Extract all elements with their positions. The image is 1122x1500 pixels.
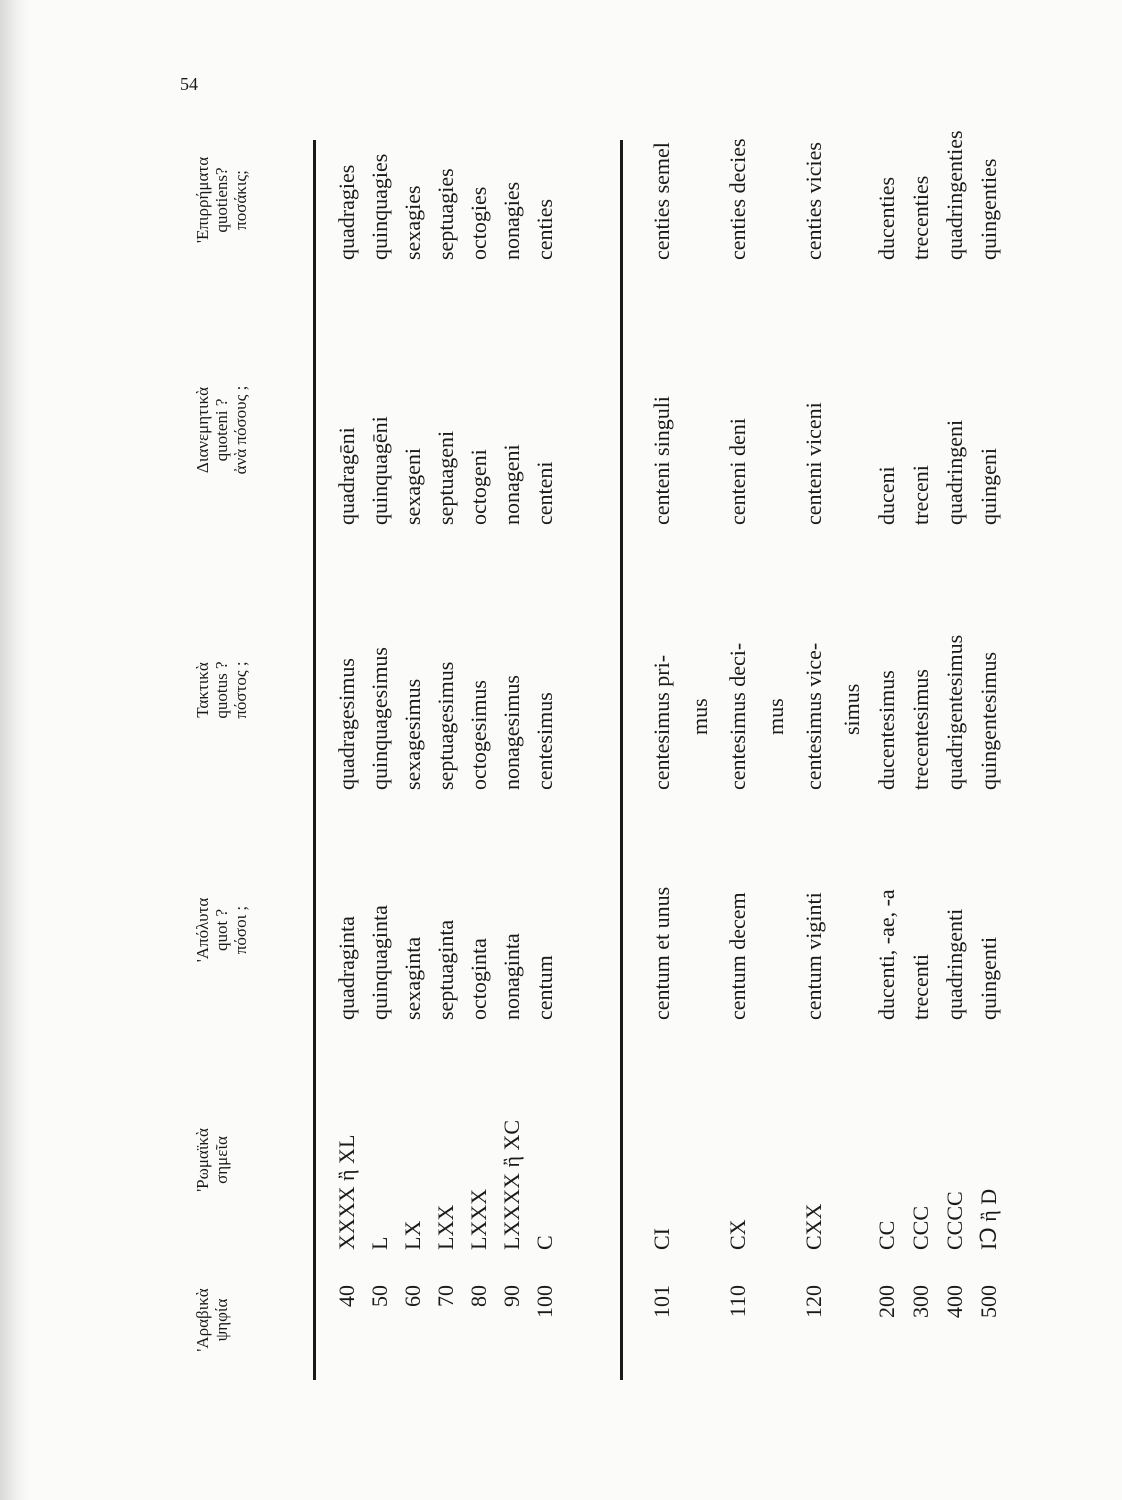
- table-cell: 120: [801, 1285, 826, 1318]
- table-cell: 300: [908, 1285, 933, 1318]
- column-header: [193, 580, 250, 800]
- table-cell: septuageni: [433, 430, 458, 525]
- table-cell: sexagesimus: [400, 678, 425, 790]
- table-cell: quadraginta: [334, 916, 359, 1020]
- table-cell: sexageni: [400, 448, 425, 525]
- table-cell: CCCC: [942, 1191, 967, 1250]
- table-rule-bottom: [620, 140, 623, 1380]
- table-cell: centies semel: [649, 142, 674, 260]
- table-cell: quinquaginta: [367, 905, 392, 1020]
- table-cell: trecentesimus: [908, 669, 933, 790]
- table-rule-top: [313, 140, 316, 1380]
- table-cell: nonaginta: [499, 933, 524, 1020]
- table-cell: octogesimus: [466, 680, 491, 790]
- table-cell: CC: [874, 1220, 899, 1250]
- numeral-table: [175, 130, 1001, 1380]
- column-header-line: πόστος ;: [231, 661, 250, 719]
- table-cell: octogies: [466, 186, 491, 260]
- table-cell: septuagesimus: [433, 661, 458, 790]
- column-header-line: Διανεμητικὰ: [193, 386, 212, 474]
- table-cell: treceni: [908, 465, 933, 525]
- column-header: [193, 830, 250, 1030]
- table-cell: L: [367, 1236, 392, 1250]
- table-cell: quingenti: [976, 936, 1001, 1020]
- table-cell: LXXXX ἢ XC: [499, 1119, 524, 1250]
- column-header-line: 'Ρωμαϊκὰ: [193, 1128, 212, 1192]
- table-cell: 100: [532, 1285, 557, 1318]
- table-cell: 50: [367, 1285, 392, 1307]
- column-header-line: Τακτικὰ: [193, 662, 212, 718]
- table-cell: quadragesimus: [334, 658, 359, 790]
- table-cell: octogeni: [466, 449, 491, 525]
- page-number: 54: [180, 74, 198, 94]
- table-cell: 40: [334, 1285, 359, 1307]
- table-cell: ducenti, -ae, -a: [874, 889, 899, 1020]
- table-cell: 400: [942, 1285, 967, 1318]
- table-cell: sexaginta: [400, 936, 425, 1020]
- table-cell: IↃ ἢ D: [976, 1188, 1001, 1250]
- table-cell: centum et unus: [649, 886, 674, 1020]
- column-header-line: 'Απόλυτα: [193, 897, 212, 963]
- table-cell: quadringenti: [942, 908, 967, 1020]
- column-header-line: 'Αραβικὰ: [193, 1288, 212, 1352]
- table-cell: 60: [400, 1285, 425, 1307]
- column-header-line: ψηφία: [212, 1298, 231, 1342]
- table-cell: quinquagēni: [367, 416, 392, 525]
- table-cell: quingentesimus: [976, 651, 1001, 790]
- table-cell: LXX: [433, 1204, 458, 1250]
- column-header-line: quotiens?: [212, 167, 231, 233]
- table-cell: 200: [874, 1285, 899, 1318]
- table-cell: quadringenties: [942, 130, 967, 260]
- table-cell: centesimus: [532, 692, 557, 790]
- table-cell: quinquagesimus: [367, 647, 392, 790]
- column-header-line: σημεῖα: [212, 1136, 231, 1184]
- table-cell: nonagies: [499, 181, 524, 260]
- table-cell-continuation: mus: [763, 698, 788, 735]
- column-header: [193, 130, 250, 270]
- table-cell: centeni viceni: [801, 402, 826, 525]
- table-cell: septuagies: [433, 168, 458, 260]
- table-cell: duceni: [874, 466, 899, 525]
- column-header-line: quoteni ?: [212, 398, 231, 462]
- table-cell: 90: [499, 1285, 524, 1307]
- column-header-line: ποσάκις;: [231, 170, 250, 230]
- table-cell: CXX: [801, 1203, 826, 1250]
- table-cell: centies decies: [725, 138, 750, 260]
- table-cell: quadragies: [334, 164, 359, 260]
- table-cell: centesimus deci-: [725, 642, 750, 790]
- table-cell: quadragēni: [334, 427, 359, 525]
- table-cell: quingenties: [976, 158, 1001, 260]
- table-cell: quadringeni: [942, 419, 967, 525]
- table-cell: centum: [532, 955, 557, 1020]
- table-cell: quingeni: [976, 448, 1001, 525]
- table-cell: C: [532, 1235, 557, 1250]
- column-header-line: πόσοι ;: [231, 905, 250, 955]
- table-cell: sexagies: [400, 185, 425, 260]
- table-cell: LX: [400, 1220, 425, 1250]
- column-header-line: ἀνὰ πόσους ;: [231, 385, 250, 475]
- table-cell: ducenties: [874, 176, 899, 260]
- table-cell: 70: [433, 1285, 458, 1307]
- table-cell: nonageni: [499, 444, 524, 525]
- table-cell: 101: [649, 1285, 674, 1318]
- table-cell: LXXX: [466, 1188, 491, 1250]
- table-cell: quadrigentesimus: [942, 634, 967, 790]
- table-cell: centies: [532, 198, 557, 260]
- table-cell: 110: [725, 1285, 750, 1318]
- table-cell: centeni: [532, 461, 557, 525]
- table-cell: trecenti: [908, 954, 933, 1020]
- table-cell: ducentesimus: [874, 670, 899, 790]
- column-header-line: 'Επιρρήματα: [193, 156, 212, 244]
- table-cell: centies vicies: [801, 142, 826, 260]
- table-cell: 500: [976, 1285, 1001, 1318]
- table-cell: centum decem: [725, 892, 750, 1020]
- column-header-line: quotus ?: [212, 661, 231, 719]
- table-cell-continuation: simus: [839, 683, 864, 735]
- table-cell: 80: [466, 1285, 491, 1307]
- table-cell: centeni singuli: [649, 396, 674, 525]
- table-cell: octoginta: [466, 938, 491, 1020]
- page-left-edge: [0, 0, 30, 1500]
- table-cell: nonagesimus: [499, 675, 524, 790]
- table-cell: centesimus pri-: [649, 654, 674, 790]
- table-cell-continuation: mus: [687, 698, 712, 735]
- table-cell: CI: [649, 1228, 674, 1250]
- table-cell: XXXX ἢ XL: [334, 1134, 359, 1250]
- table-cell: centeni deni: [725, 418, 750, 525]
- table-cell: centesimus vice-: [801, 642, 826, 790]
- table-cell: septuaginta: [433, 919, 458, 1020]
- table-cell: CCC: [908, 1205, 933, 1250]
- column-header: [193, 1060, 231, 1260]
- column-header: [193, 1265, 231, 1375]
- column-header-line: quot ?: [212, 908, 231, 952]
- table-cell: centum viginti: [801, 892, 826, 1020]
- table-cell: trecenties: [908, 175, 933, 260]
- table-cell: quinquagies: [367, 153, 392, 260]
- table-cell: CX: [725, 1219, 750, 1250]
- column-header: [193, 325, 250, 535]
